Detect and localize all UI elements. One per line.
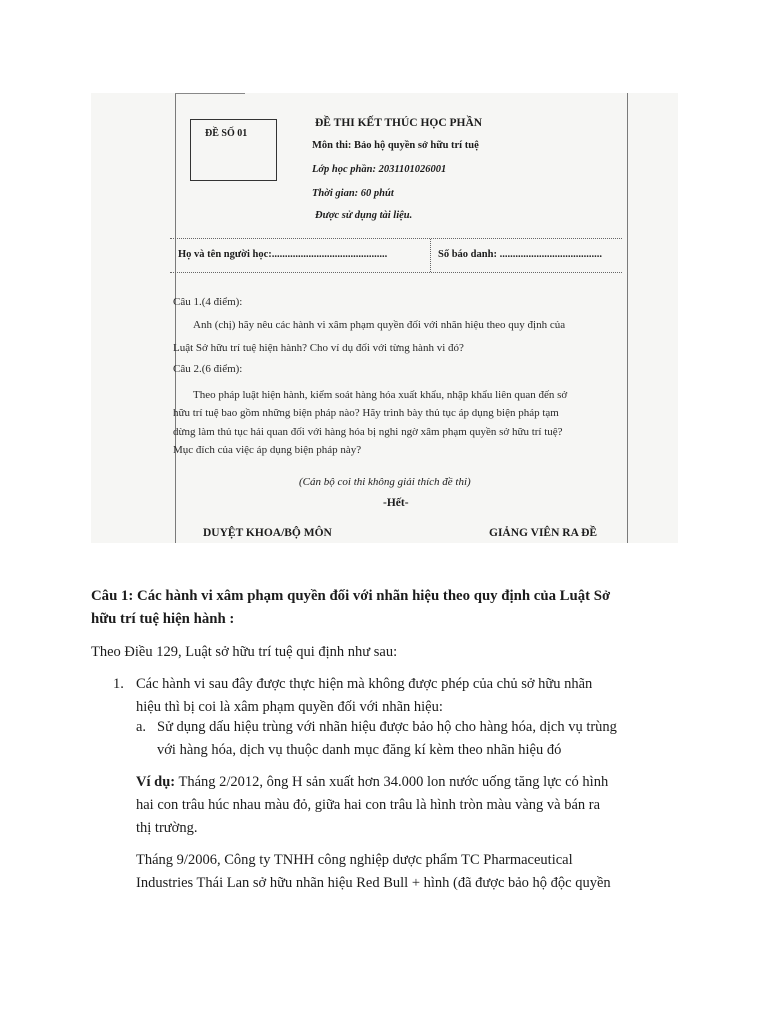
- paragraph-text: Tháng 9/2006, Công ty TNHH công nghiệp dược phẩm TC Pharmaceutical: [136, 852, 573, 868]
- example-text: Tháng 2/2012, ông H sản xuất hơn 34.000 lon nước uống tăng lực có hình: [175, 774, 609, 790]
- info-divider: [430, 239, 432, 272]
- section-heading: Câu 1: Các hành vi xâm phạm quyền đối với nhãn hiệu theo quy định của Luật Sở: [91, 588, 611, 604]
- q1-line: Luật Sở hữu trí tuệ hiện hành? Cho ví dụ đối với từng hành vi đó?: [173, 342, 464, 354]
- exam-scan-image: [91, 93, 678, 543]
- intro-paragraph: Theo Điều 129, Luật sở hữu trí tuệ qui định như sau:: [91, 644, 398, 660]
- exam-materials: Được sử dụng tài liệu.: [315, 210, 413, 221]
- signature-right: GIẢNG VIÊN RA ĐỀ: [489, 527, 598, 539]
- sublist-marker: a.: [136, 719, 147, 735]
- q2-line: Mục đích của việc áp dụng biện pháp này?: [173, 444, 362, 456]
- exam-title: ĐỀ THI KẾT THÚC HỌC PHẦN: [315, 117, 483, 129]
- exam-code: ĐỀ SỐ 01: [205, 128, 248, 139]
- scan-border-left: [175, 93, 176, 543]
- scan-border-right: [627, 93, 628, 543]
- signature-left: DUYỆT KHOA/BỘ MÔN: [203, 527, 332, 539]
- student-id-field: Số báo danh: .......................................: [438, 249, 602, 260]
- proctor-note: (Cán bộ coi thi không giải thích đề thi): [299, 476, 471, 488]
- example-paragraph: [136, 774, 608, 791]
- exam-code-box: [190, 119, 277, 181]
- list-marker: 1.: [113, 676, 124, 692]
- example-text: hai con trâu húc nhau màu đỏ, giữa hai con trâu là hình tròn màu vàng và bán ra: [136, 797, 601, 813]
- sublist-item-text: Sử dụng dấu hiệu trùng với nhãn hiệu được bảo hộ cho hàng hóa, dịch vụ trùng: [157, 719, 617, 735]
- sublist-item-text: với hàng hóa, dịch vụ thuộc danh mục đăng kí kèm theo nhãn hiệu đó: [157, 742, 562, 758]
- exam-end-mark: -Hết-: [383, 497, 409, 509]
- scan-border-top: [175, 93, 245, 94]
- q2-heading: Câu 2.(6 điểm):: [173, 363, 243, 375]
- q2-line: hữu trí tuệ bao gồm những biện pháp nào? Hãy trình bày thủ tục áp dụng biện pháp tạm: [173, 407, 559, 419]
- q2-line: Theo pháp luật hiện hành, kiểm soát hàng hóa xuất khẩu, nhập khẩu liên quan đến sở: [193, 389, 568, 401]
- list-item-text: Các hành vi sau đây được thực hiện mà không được phép của chủ sở hữu nhãn: [136, 676, 593, 692]
- student-name-field: Họ và tên người học:............................................: [178, 249, 388, 260]
- exam-class: Lớp học phần: 2031101026001: [312, 164, 447, 175]
- list-item-text: hiệu thì bị coi là xâm phạm quyền đối với nhãn hiệu:: [136, 699, 443, 715]
- section-heading: hữu trí tuệ hiện hành :: [91, 611, 235, 627]
- q1-heading: Câu 1.(4 điểm):: [173, 296, 243, 308]
- exam-time: Thời gian: 60 phút: [312, 188, 394, 199]
- student-info-row: [170, 238, 622, 273]
- paragraph-text: Industries Thái Lan sở hữu nhãn hiệu Red Bull + hình (đã được bảo hộ độc quyền: [136, 875, 611, 891]
- q2-line: dừng làm thủ tục hải quan đối với hàng hóa bị nghi ngờ xâm phạm quyền sở hữu trí tuệ?: [173, 426, 563, 438]
- exam-subject: Môn thi: Bảo hộ quyền sở hữu trí tuệ: [312, 140, 479, 151]
- example-label: Ví dụ:: [136, 774, 176, 790]
- q1-line: Anh (chị) hãy nêu các hành vi xâm phạm quyền đối với nhãn hiệu theo quy định của: [193, 319, 566, 331]
- example-text: thị trường.: [136, 820, 198, 836]
